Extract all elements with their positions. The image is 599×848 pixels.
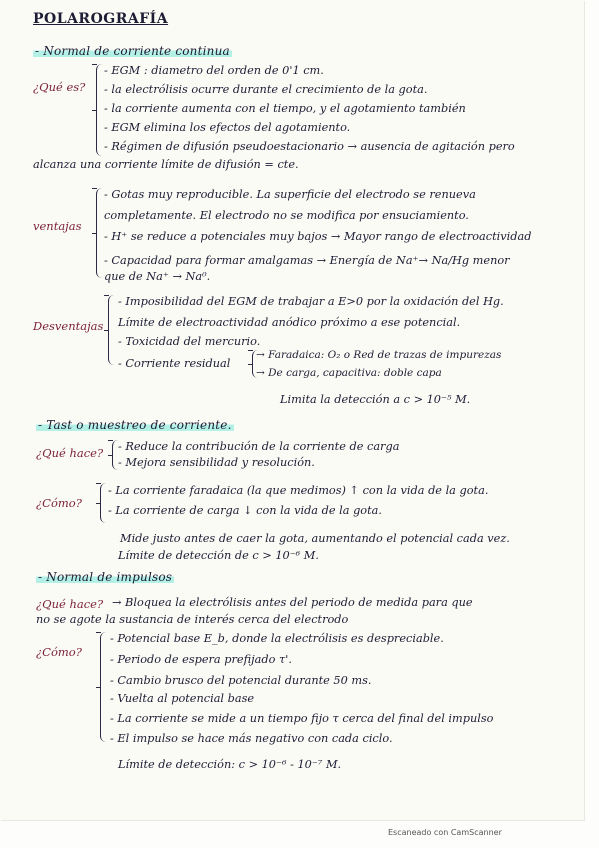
list-item: alcanza una corriente límite de difusión = cte. <box>33 158 299 171</box>
list-item: - La corriente se mide a un tiempo fijo τ cerca del final del impulso <box>110 712 494 725</box>
brace <box>96 64 103 156</box>
question-label-how: ¿Cómo? <box>36 645 82 659</box>
list-item: - La corriente de carga ↓ con la vida de la gota. <box>108 504 382 517</box>
question-label-how: ¿Cómo? <box>36 496 82 510</box>
list-item: → Faradaica: O₂ o Red de trazas de impurezas <box>256 349 502 361</box>
label-advantages: ventajas <box>33 219 82 233</box>
list-item: - Capacidad para formar amalgamas → Energía de Na⁺→ Na/Hg menor <box>104 254 510 267</box>
question-label-what-is: ¿Qué es? <box>33 80 86 94</box>
list-item: → Bloquea la electrólisis antes del periodo de medida para que <box>112 596 473 609</box>
list-item: - Vuelta al potencial base <box>110 692 255 705</box>
list-item: - La corriente faradaica (la que medimos) ↑ con la vida de la gota. <box>108 484 489 497</box>
list-item: no se agote la sustancia de interés cerca del electrodo <box>36 613 349 626</box>
list-item: - Reduce la contribución de la corriente de carga <box>118 440 400 453</box>
list-item: - Corriente residual <box>118 357 231 370</box>
list-item: - Cambio brusco del potencial durante 50 ms. <box>110 674 372 687</box>
scanner-watermark: Escaneado con CamScanner <box>388 828 502 837</box>
section-heading-tast <box>36 418 234 432</box>
list-item: - Imposibilidad del EGM de trabajar a E>0 por la oxidación del Hg. <box>118 295 504 308</box>
list-item: - H⁺ se reduce a potenciales muy bajos → Mayor rango de electroactividad <box>104 230 532 243</box>
list-item: - Gotas muy reproducible. La superficie del electrodo se renueva <box>104 188 476 201</box>
list-item: - EGM elimina los efectos del agotamiento. <box>104 121 351 134</box>
list-item: - Toxicidad del mercurio. <box>118 335 261 348</box>
list-item: - la corriente aumenta con el tiempo, y el agotamiento también <box>104 102 466 115</box>
page-title: POLAROGRAFÍA <box>33 11 169 27</box>
list-item: - Periodo de espera prefijado τ'. <box>110 653 292 666</box>
section-heading-pulse <box>36 570 174 584</box>
list-item: - EGM : diametro del orden de 0'1 cm. <box>104 64 324 77</box>
label-disadvantages: Desventajas <box>33 319 104 333</box>
question-label-what-does: ¿Qué hace? <box>36 597 104 611</box>
brace <box>108 295 115 365</box>
list-item: - Potencial base E_b, donde la electrólisis es despreciable. <box>110 632 444 645</box>
section-heading-text: - Normal de corriente continua <box>35 44 230 58</box>
question-label-what-does: ¿Qué hace? <box>36 446 104 460</box>
brace <box>96 188 103 278</box>
list-item: completamente. El electrodo no se modifica por ensuciamiento. <box>104 209 469 222</box>
list-item: que de Na⁺ → Na⁰. <box>104 270 211 283</box>
detection-limit-note: Límite de detección de c > 10⁻⁶ M. <box>118 549 319 562</box>
detection-limit-note: Limita la detección a c > 10⁻⁵ M. <box>280 393 471 406</box>
brace <box>100 483 107 523</box>
section-heading-text: - Normal de impulsos <box>38 570 173 584</box>
list-item: → De carga, capacitiva: doble capa <box>256 367 442 379</box>
list-item: - Mejora sensibilidad y resolución. <box>118 456 315 469</box>
section-heading-text: - Tast o muestreo de corriente. <box>38 418 232 432</box>
list-item: Límite de electroactividad anódico próximo a ese potencial. <box>118 316 461 329</box>
detection-limit-note: Límite de detección: c > 10⁻⁶ - 10⁻⁷ M. <box>118 758 342 771</box>
note: Mide justo antes de caer la gota, aumentando el potencial cada vez. <box>120 532 510 545</box>
list-item: - El impulso se hace más negativo con cada ciclo. <box>110 732 393 745</box>
list-item: - la electrólisis ocurre durante el crecimiento de la gota. <box>104 83 428 96</box>
section-heading-dc <box>33 44 232 58</box>
list-item: - Régimen de difusión pseudoestacionario → ausencia de agitación pero <box>104 140 515 153</box>
brace <box>100 632 107 742</box>
